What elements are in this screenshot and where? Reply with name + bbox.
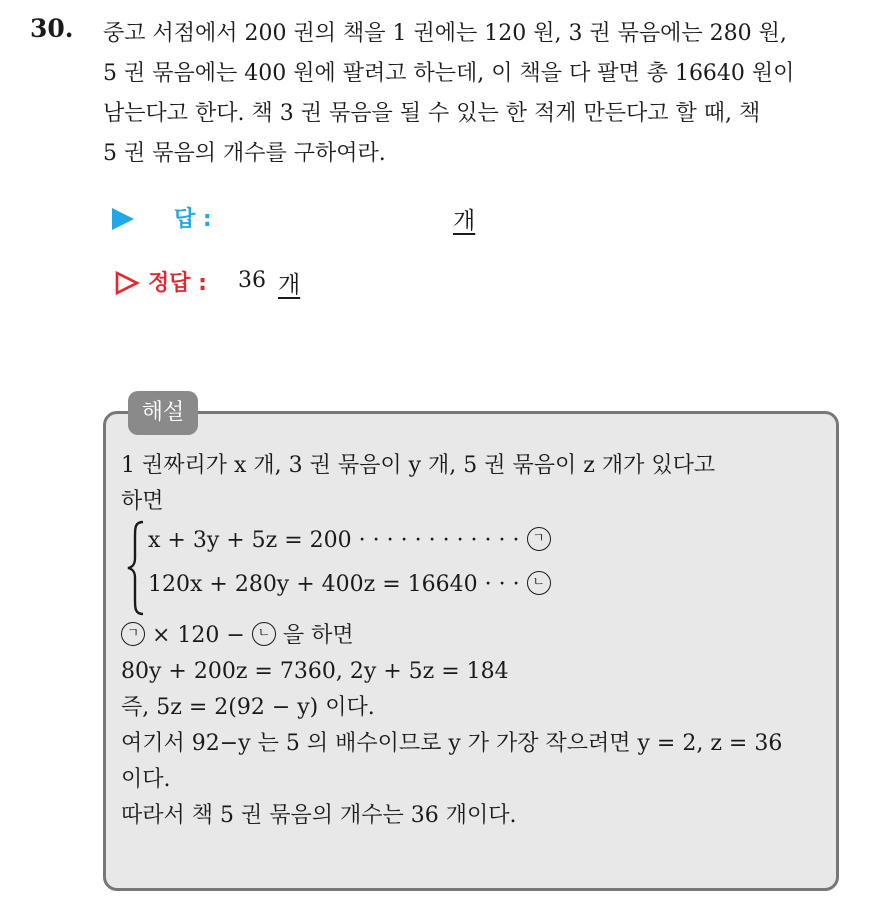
solution-line: 즉, 5z = 2(92 − y) 이다. bbox=[121, 695, 375, 720]
answer-row bbox=[108, 198, 608, 238]
solution-line: 하면 bbox=[121, 489, 164, 514]
answer-label: 답 : bbox=[174, 207, 212, 232]
circled-nieun-mark: ㄴ bbox=[252, 622, 276, 646]
circled-giyeok-mark: ㄱ bbox=[121, 622, 145, 646]
correct-answer-label: 정답 : bbox=[148, 271, 207, 296]
answer-unit: 개 bbox=[453, 208, 476, 234]
solution-operation-line bbox=[121, 618, 836, 654]
solution-tab: 해설 bbox=[128, 391, 198, 435]
play-triangle-icon bbox=[112, 208, 134, 230]
circled-giyeok-mark: ㄱ bbox=[527, 527, 551, 551]
problem-text bbox=[103, 14, 863, 174]
equation-2-text: 120x + 280y + 400z = 16640 · · · bbox=[148, 572, 527, 597]
solution-content bbox=[121, 448, 836, 834]
solution-line: 1 권짜리가 x 개, 3 권 묶음이 y 개, 5 권 묶음이 z 개가 있다고 bbox=[121, 453, 716, 478]
solution-line: 여기서 92−y 는 5 의 배수이므로 y 가 가장 작으려면 y = 2, z = 36 bbox=[121, 731, 783, 756]
correct-answer-value: 36 bbox=[238, 268, 266, 293]
problem-line: 5 권 묶음의 개수를 구하여라. bbox=[103, 141, 386, 166]
left-brace-icon bbox=[125, 520, 147, 616]
correct-answer-row bbox=[108, 262, 608, 302]
problem-line: 남는다고 한다. 책 3 권 묶음을 될 수 있는 한 적게 만든다고 할 때, 책 bbox=[103, 101, 761, 126]
equation-system bbox=[121, 520, 836, 618]
outline-triangle-icon bbox=[114, 270, 140, 296]
problem-number: 30. bbox=[30, 14, 74, 43]
solution-line: 80y + 200z = 7360, 2y + 5z = 184 bbox=[121, 659, 509, 684]
equation-1-text: x + 3y + 5z = 200 · · · · · · · · · · · · bbox=[148, 528, 527, 553]
problem-line: 중고 서점에서 200 권의 책을 1 권에는 120 원, 3 권 묶음에는 280 원, bbox=[103, 21, 787, 46]
equation-1 bbox=[148, 528, 551, 553]
problem-line: 5 권 묶음에는 400 원에 팔려고 하는데, 이 책을 다 팔면 총 16640 원이 bbox=[103, 61, 795, 86]
equation-2 bbox=[148, 572, 551, 597]
solution-line: 따라서 책 5 권 묶음의 개수는 36 개이다. bbox=[121, 803, 517, 828]
solution-line: 이다. bbox=[121, 767, 171, 792]
operation-text: × 120 − bbox=[145, 623, 252, 648]
circled-nieun-mark: ㄴ bbox=[527, 571, 551, 595]
correct-answer-unit: 개 bbox=[278, 272, 301, 298]
operation-text: 을 하면 bbox=[275, 623, 354, 648]
